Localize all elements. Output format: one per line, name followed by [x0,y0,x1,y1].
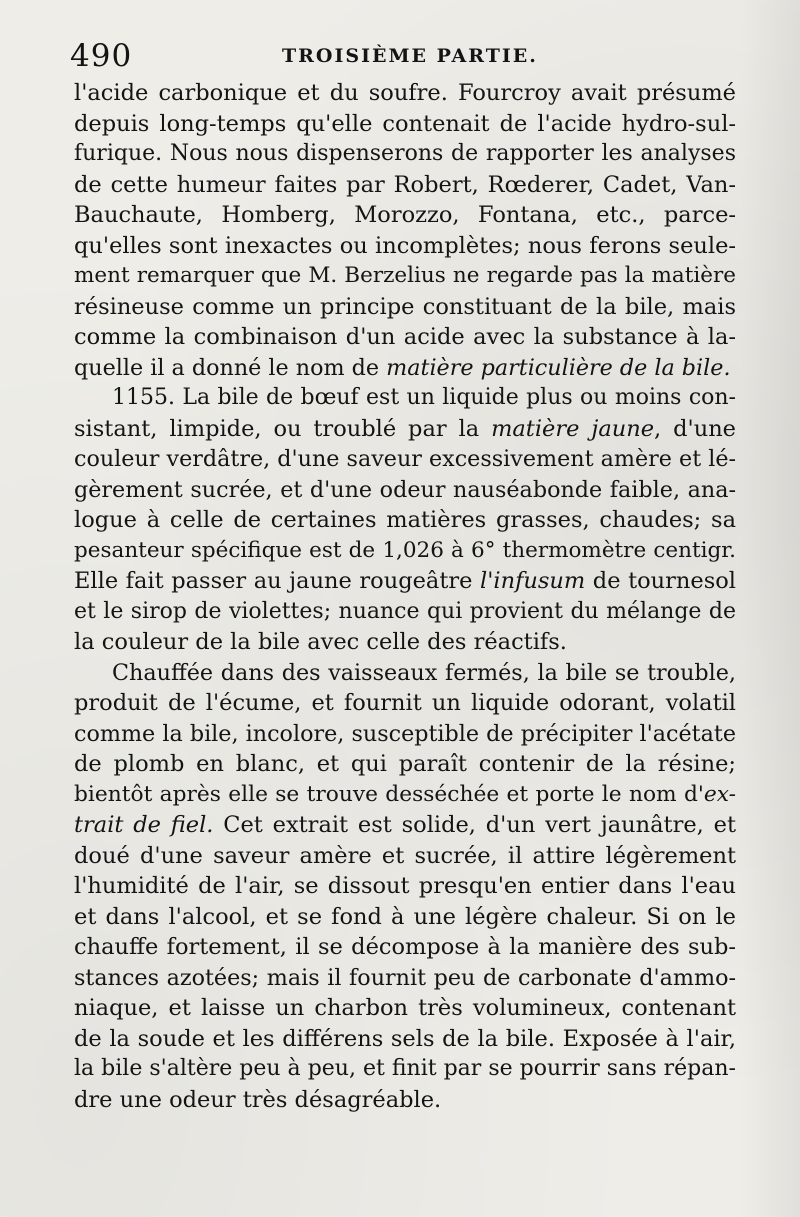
text-line [74,109,736,140]
text-segment: et le sirop de violettes; nuance qui provient du mélange de [74,598,736,624]
text-segment: Chauffée dans des vaisseaux fermés, la bile se trouble, [112,659,736,686]
text-segment: gèrement sucrée, et d'une odeur nauséabonde faible, ana- [74,476,736,503]
text-line [74,749,736,780]
text-line [74,139,736,170]
text-segment: Cet extrait est solide, d'un vert jaunâtre, et [213,812,736,838]
text-segment: couleur verdâtre, d'une saveur excessivement amère et lé- [74,446,737,472]
text-line [74,1024,736,1055]
body-text [74,78,736,1115]
text-line [74,383,736,414]
text-line [74,322,736,353]
text-line [74,963,736,994]
text-line [74,353,736,384]
text-segment: furique. Nous nous dispenserons de rapporter les analyses [74,141,736,166]
text-segment: ment remarquer que M. Berzelius ne regarde pas la matière [74,263,736,288]
text-segment: doué d'une saveur amère et sucrée, il attire légèrement [74,842,736,869]
text-segment: la couleur de la bile avec celle des réactifs. [74,629,567,655]
text-segment: sistant, limpide, ou troublé par la [74,415,492,442]
text-line [74,231,736,262]
text-line [74,658,736,689]
text-segment: comme la combinaison d'un acide avec la substance à la- [74,324,736,350]
italic-text-segment: l'infusum [480,568,586,594]
text-segment: 1155. La bile de bœuf est un liquide plus ou moins con- [112,385,736,410]
italic-text-segment: matière jaune [491,415,655,442]
text-segment: bientôt après elle se trouve desséchée et porte le nom d' [74,781,704,807]
text-segment: de cette humeur faites par Robert, Rœderer, Cadet, Van- [74,171,736,198]
text-segment: pesanteur spécifique est de 1,026 à 6° thermomètre centigr. [74,537,736,563]
text-segment: depuis long-temps qu'elle contenait de l'acide hydro-sul- [74,110,736,137]
text-segment: qu'elles sont inexactes ou incomplètes; nous ferons seule- [74,232,736,259]
text-line [74,1085,736,1116]
text-segment: comme la bile, incolore, susceptible de précipiter l'acétate [74,720,736,747]
text-segment: et dans l'alcool, et se fond à une légère chaleur. Si on le [74,903,736,930]
text-segment: produit de l'écume, et fournit un liquide odorant, volatil [74,690,736,716]
text-line [74,261,736,292]
text-line [74,719,736,750]
page-edge-shadow [740,0,800,1217]
running-head: TROISIÈME PARTIE. [282,45,538,67]
text-segment: l'humidité de l'air, se dissout presqu'en entier dans l'eau [74,873,736,899]
text-line [74,414,736,445]
italic-text-segment: trait de fiel. [74,812,214,838]
text-segment: Elle fait passer au jaune rougeâtre [74,568,480,594]
italic-text-segment: ex- [703,781,736,807]
text-line [74,292,736,323]
text-line [74,170,736,201]
text-segment: de la soude et les différens sels de la bile. Exposée à l'air, [74,1025,736,1052]
page-number: 490 [70,38,133,74]
text-line [74,444,736,475]
text-segment: stances azotées; mais il fournit peu de carbonate d'ammo- [74,964,736,991]
text-segment: de plomb en blanc, et qui paraît contenir de la résine; [74,751,736,777]
text-line [74,627,736,658]
text-line [74,1054,736,1085]
text-line [74,566,736,597]
text-line [74,841,736,872]
text-segment: niaque, et laisse un charbon très volumineux, contenant [74,995,736,1021]
text-segment: logue à celle de certaines matières grasses, chaudes; sa [74,507,736,533]
text-segment: l'acide carbonique et du soufre. Fourcroy avait présumé [74,80,736,106]
text-line [74,505,736,536]
text-segment: , d'une [654,415,736,442]
text-line [74,871,736,902]
text-segment: chauffe fortement, il se décompose à la manière des sub- [74,934,736,960]
text-segment: de tournesol [585,568,737,594]
text-line [74,78,736,109]
text-segment: la bile s'altère peu à peu, et finit par se pourrir sans répan- [74,1056,736,1081]
text-segment: dre une odeur très désagréable. [74,1086,442,1113]
text-line [74,475,736,506]
text-line [74,810,736,841]
text-line [74,200,736,231]
italic-text-segment: matière particulière de la bile. [386,354,731,381]
text-line [74,993,736,1024]
text-segment: quelle il a donné le nom de [74,354,387,381]
text-line [74,780,736,811]
text-segment: Bauchaute, Homberg, Morozzo, Fontana, etc., parce- [74,202,736,228]
page-header [70,36,730,76]
text-line [74,902,736,933]
text-line [74,597,736,628]
text-line [74,536,736,567]
text-segment: résineuse comme un principe constituant de la bile, mais [74,293,736,320]
text-line [74,932,736,963]
text-line [74,688,736,719]
